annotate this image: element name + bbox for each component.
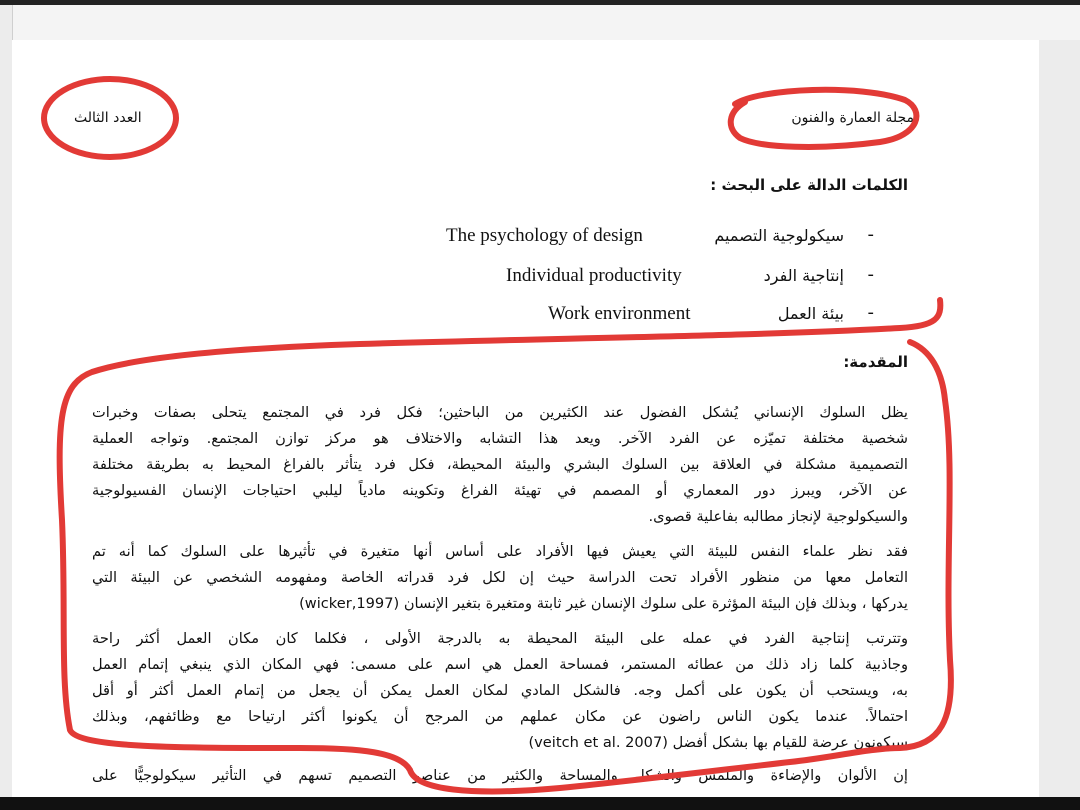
keyword-dash: - xyxy=(867,264,874,285)
paragraph-line: وجاذبية كلما زاد ذلك من عطائه المستمر، فمساحة العمل هي اسم على مسمى: فهي المكان الذي ينبغي إتمام العمل xyxy=(92,656,908,673)
keyword-row xyxy=(440,224,880,250)
paragraph-line: فقد نظر علماء النفس للبيئة التي يعيش فيها الأفراد على أساس أنها متغيرة في تأثيرها على السلوك كما أنه تم xyxy=(92,543,908,560)
paragraph-line: إن الألوان والإضاءة والملمس والشكل والمساحة والكثير من عناصر التصميم تسهم في التأثير سيكولوجيًّا على xyxy=(92,767,908,784)
paragraph-line: والسيكولوجية لإنجاز مطالبه بفاعلية قصوى. xyxy=(648,508,908,525)
issue-number: العدد الثالث xyxy=(74,110,142,126)
paragraph-line: يظل السلوك الإنساني يُشكل الفضول عند الكثيرين من الباحثين؛ فكل فرد في المجتمع يتحلى بصفات وخبرات xyxy=(92,404,908,421)
intro-paragraph-3 xyxy=(92,626,908,756)
introduction-title: المقدمة: xyxy=(843,353,908,371)
paragraph-line: عن الآخر، ويبرز دور المعماري أو المصمم في تهيئة الفراغ وتكوينه مادياً ليلبي احتياجات الإنسان الفسيولوجية xyxy=(92,482,908,499)
intro-paragraph-4-partial xyxy=(92,763,908,789)
top-edge xyxy=(0,0,1080,5)
paragraph-line: به، ويستحب أن يكون على أكمل وجه. فالشكل المادي لمكان العمل يمكن أن يجعل من إتمام العمل أكثر أو أقل xyxy=(92,682,908,699)
intro-paragraph-1 xyxy=(92,400,908,530)
intro-paragraph-2 xyxy=(92,539,908,617)
keyword-arabic: سيكولوجية التصميم xyxy=(714,226,844,245)
keyword-english: Work environment xyxy=(548,303,691,324)
paragraph-line: التعامل معها من منظور الأفراد تحت الدراسة حيث إن لكل فرد قدراته الخاصة ومفهومه الشخصي عن البيئة التي xyxy=(92,569,908,586)
paragraph-line: سيكونون عرضة للقيام بها بشكل أفضل (veitch et al. 2007) xyxy=(528,734,908,751)
keyword-row xyxy=(440,302,880,328)
bottom-edge xyxy=(0,797,1080,810)
paragraph-line: التصميمية مشكلة في العلاقة بين السلوك البشري والبيئة المحيطة، فكل فرد يتأثر بالفراغ المحيط به بطريقة مختلفة xyxy=(92,456,908,473)
paragraph-line: وتترتب إنتاجية الفرد في عمله على البيئة المحيطة به بالدرجة الأولى ، فكلما كان مكان العمل أكثر راحة xyxy=(92,630,908,647)
keyword-arabic: بيئة العمل xyxy=(777,304,844,323)
keyword-english: The psychology of design xyxy=(446,225,643,246)
right-gutter xyxy=(1039,40,1080,800)
paragraph-line: احتمالاً. عندما يكون الناس راضون عن مكان عملهم من المرجح أن يكونوا أكثر ارتياحا مع وظائفهم، وبذلك xyxy=(92,708,908,725)
keyword-dash: - xyxy=(867,302,874,323)
keywords-title: الكلمات الدالة على البحث : xyxy=(710,176,908,194)
paragraph-line: شخصية مختلفة تميّزه عن الفرد الآخر. ويعد هذا التشابه والاختلاف هو مركز توازن المجتمع. وتواجه العملية xyxy=(92,430,908,447)
keyword-dash: - xyxy=(867,224,874,245)
journal-name: مجلة العمارة والفنون xyxy=(791,110,914,126)
keyword-arabic: إنتاجية الفرد xyxy=(763,266,844,285)
keyword-row xyxy=(440,264,880,290)
keyword-english: Individual productivity xyxy=(506,265,682,286)
paragraph-line: يدركها ، وبذلك فإن البيئة المؤثرة على سلوك الإنسان غير ثابتة ومتغيرة بتغير الإنسان (wicker,1997) xyxy=(299,595,908,612)
